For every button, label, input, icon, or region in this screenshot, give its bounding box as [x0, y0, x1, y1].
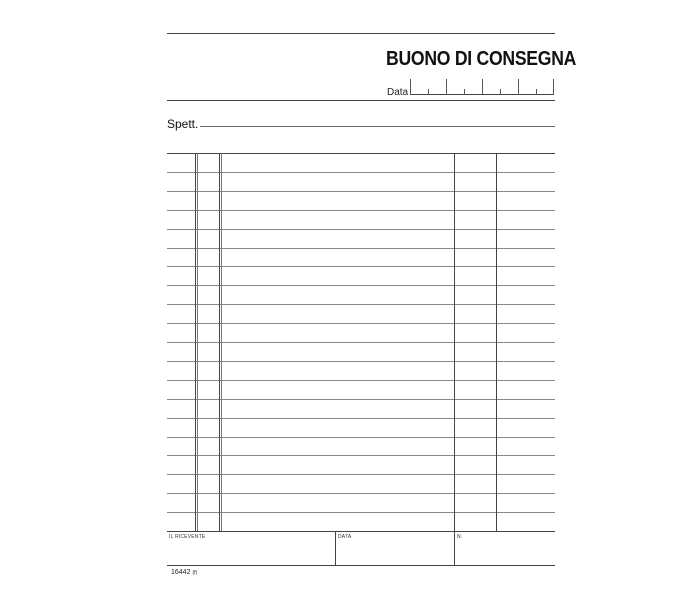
date-field[interactable]: [410, 79, 554, 95]
receiver-label: IL RICEVENTE: [169, 534, 206, 540]
date-box-tick: [500, 89, 501, 95]
date-box-tick: [482, 79, 483, 95]
recipient-label: Spett.: [167, 117, 199, 131]
document-title: BUONO DI CONSEGNA: [386, 48, 577, 70]
header-rule: [167, 100, 555, 101]
footer-divider-1: [335, 531, 336, 565]
date-box-tick: [410, 79, 411, 95]
number-label: N.: [457, 534, 463, 540]
table-column-divider: [454, 153, 455, 531]
date-box-tick: [536, 89, 537, 95]
date-box-tick: [553, 79, 554, 95]
footer-divider-2: [454, 531, 455, 565]
date-box-tick: [464, 89, 465, 95]
date-box-tick: [518, 79, 519, 95]
footer-date-label: DATA: [338, 534, 352, 540]
form-code-suffix: (f): [192, 570, 198, 576]
table-column-divider: [195, 153, 196, 531]
date-box-tick: [446, 79, 447, 95]
form-code-number: 16442: [171, 569, 191, 576]
table-column-divider: [197, 153, 198, 531]
recipient-line[interactable]: [200, 126, 555, 127]
table-column-divider: [221, 153, 222, 531]
form-code: [171, 569, 197, 576]
footer-bottom-rule: [167, 565, 555, 566]
date-label: Data: [387, 87, 409, 98]
table-column-divider: [219, 153, 220, 531]
table-bottom-rule: [167, 531, 555, 532]
date-box-tick: [428, 89, 429, 95]
table-column-divider: [496, 153, 497, 531]
top-rule: [167, 33, 555, 34]
